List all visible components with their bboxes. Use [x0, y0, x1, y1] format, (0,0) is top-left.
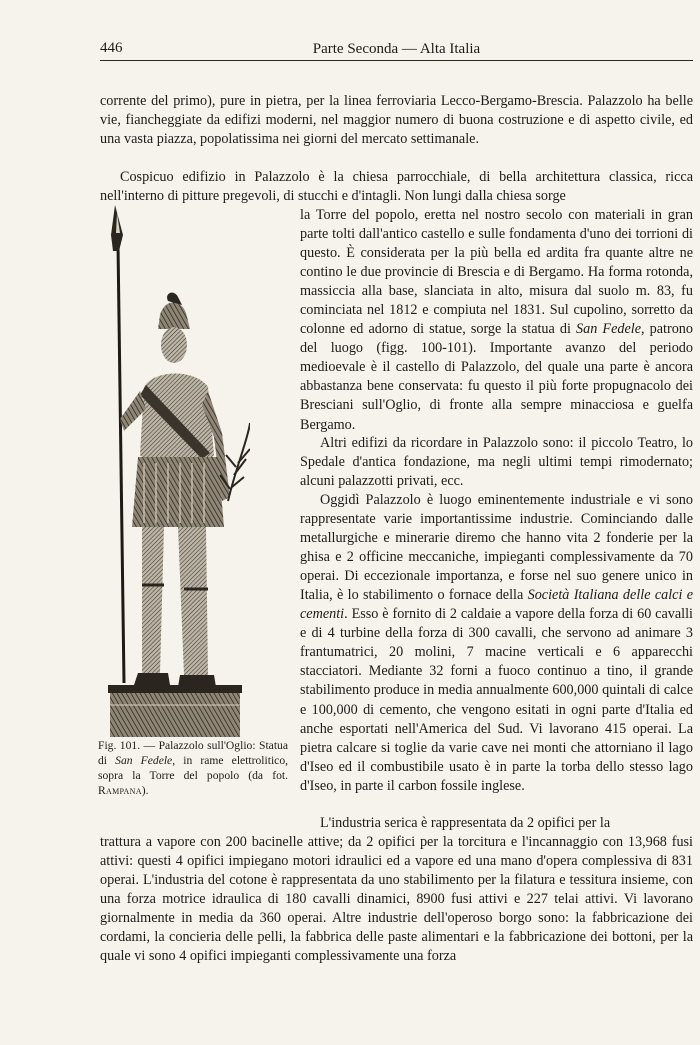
figure-caption [98, 738, 288, 798]
paragraph-bridges: corrente del primo), pure in pietra, per la linea ferroviaria Lecco-Bergamo-Brescia. Palazzolo ha belle vie, fiancheggiate da edifizi moderni, nel maggior numero di buona costruzione e di aspetto civile, ed una vasta piazza, popolatissima nei giorni del mercato settimanale. [100, 93, 693, 148]
company-name: Società Italiana delle calci e cementi [300, 587, 694, 623]
tower-text-a: la Torre del popolo, eretta nel nostro secolo con materiali in gran parte tolti dall'antico castello e sulle fondamenta d'uno dei torrioni di questo. È considerata per la più bella ed ardita fra quante altre ne contino le due provincie di Brescia e di Bergamo. Ha forma rotonda, massiccia alla base, slanciata in alto, misura dal suolo m. 83, fu cominciata nel 1812 e compiuta nel 1831. Sul cupolino, sorretto da colonne ed adorno di statue, sorge la statua di [300, 207, 693, 338]
paragraph-tower [300, 206, 693, 435]
caption-text-b: , in rame elettrolitico, sopra la Torre del popolo (da fot. [98, 754, 289, 782]
saint-name: San Fedele [576, 321, 642, 338]
page-number: 446 [100, 40, 123, 56]
paragraph-industry [300, 491, 693, 796]
paragraph-other-buildings: Altri edifizi da ricordare in Palazzolo sono: il piccolo Teatro, lo Spedale d'antica fondazione, ma negli ultimi tempi rimodernato; alcuni palazzotti privati, ecc. [300, 435, 693, 490]
paragraph-silk-start: L'industria serica è rappresentata da 2 opifici per la [320, 815, 611, 831]
paragraph-church: Cospicuo edifizio in Palazzolo è la chiesa parrocchiale, di bella architettura classica, ricca nell'interno di pitture pregevoli, di stucchi e d'intagli. Non lungi dalla chiesa sorge [100, 169, 693, 205]
photo-credit: Rampana [98, 784, 142, 797]
industry-text-a: Oggidì Palazzolo è luogo eminentemente industriale e vi sono rappresentate varie importantissime industrie. Cominciando dalle metallurgiche e minerarie diremo che hanno vita 2 fonderie per la ghisa e 2 officine meccaniche, impieganti complessivamente da 70 operai. Di eccezionale importanza, e forse nel suo genere unico in Italia, è lo stabilimento o fornace della [300, 492, 693, 604]
paragraph-silk-continued: trattura a vapore con 200 bacinelle attive; da 2 opifici per la torcitura e l'incannaggio con 13,968 fusi attivi: questi 4 opifici impiegano motori idraulici ed a vapore ed una mano d'opera complessiva di 831 operai. L'industria del cotone è rappresentata da uno stabilimento per la filatura e tessitura insieme, con una forza motrice idraulica di 180 cavalli dinamici, 8900 fusi attivi e 227 telai attivi. Vi lavorano giornalmente in media da 360 operai. Altre industrie dell'operoso borgo sono: la fabbricazione dei cordami, la concieria delle pelli, la fabbrica delle paste alimentari e la fabbricazione dei bottoni, per la quale vi sono 4 opifici impieganti complessivamente una forza [100, 834, 693, 965]
caption-text-c: ). [141, 784, 149, 797]
industry-text-b: . Esso è fornito di 2 caldaie a vapore della forza di 60 cavalli e di 4 turbine della forza di 300 cavalli, che servono ad animare 3 frantumatrici, 20 molini, 7 macine verticali e 6 apparecchi stacciatori. Mediante 32 forni a fuoco continuo a tino, il grande stabilimento produce in media annualmente 600,000 quintali di calce e 100,000 di cemento, che vengono esitati in ogni parte d'Italia ed anche esportati nell'America del Sud. Vi lavorano 415 operai. La pietra calcare si toglie da varie cave nei monti che attorniano il lago d'Iseo ed il combustibile usato è in parte la torba dello stesso lago d'Iseo, in parte il carbon fossile inglese. [300, 606, 693, 794]
running-head: Parte Seconda — Alta Italia [312, 41, 481, 57]
caption-saint: San Fedele [115, 754, 173, 767]
statue-figure [98, 205, 250, 739]
tower-text-b: , patrono del luogo (figg. 100-101). Importante avanzo del periodo medioevale è il castello di Palazzolo, del quale una parte è ancora abbastanza bene conservata: fu questo il più forte propugnacolo dei Bresciani sull'Oglio, di fronte alla sempre minacciosa e guelfa Bergamo. [300, 321, 693, 433]
statue-san-fedele-illustration [98, 205, 250, 739]
page-header [100, 38, 693, 61]
caption-text-a: Fig. 101. — Palazzolo sull'Oglio: Statua di [98, 739, 288, 767]
